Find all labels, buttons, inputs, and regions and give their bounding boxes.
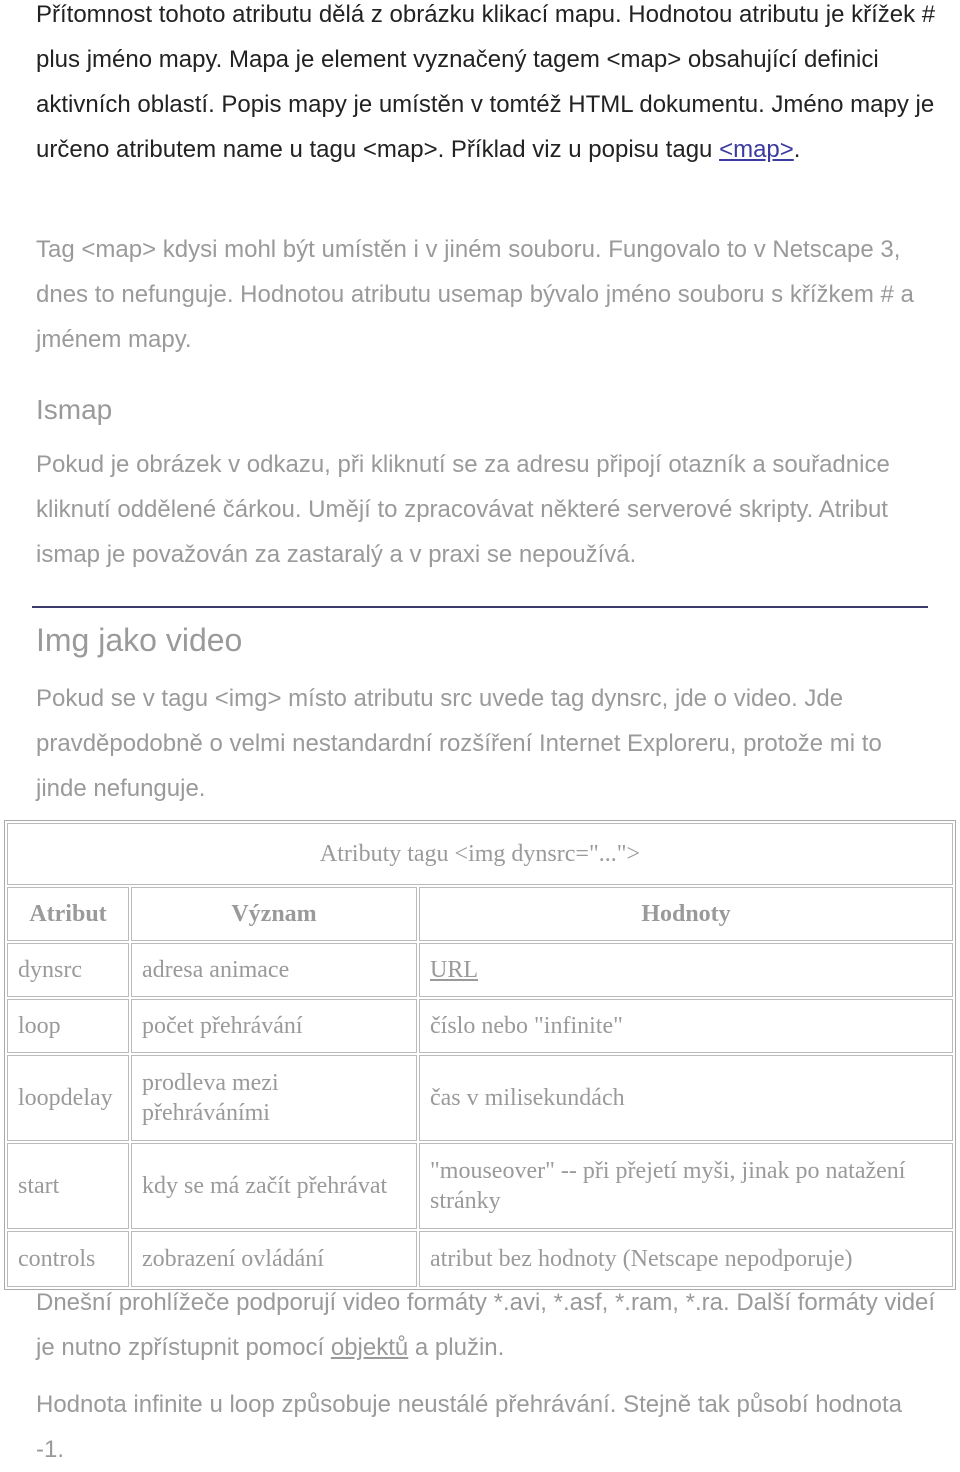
map-tag-link[interactable]: <map> [719,136,794,163]
header-meaning: Význam [131,887,417,941]
objects-link[interactable]: objektů [330,1334,409,1361]
cell-values: číslo nebo "infinite" [419,999,953,1053]
cell-attribute: loop [7,999,129,1053]
cell-attribute: loopdelay [7,1055,129,1141]
intro-text: Přítomnost tohoto atributu dělá z obrázku klikací mapu. Hodnotou atributu je křížek # plus jméno mapy. Mapa je element vyznačený tagem <map> obsahující definici aktivních oblastí. Popis mapy je umístěn v tomtéž HTML dokumentu. Jméno mapy je určeno atributem name u tagu <map>. Příklad viz u popisu tagu [36,1,936,163]
table-caption: Atributy tagu <img dynsrc="..."> [7,823,953,885]
ismap-heading: Ismap [36,394,113,425]
cell-attribute: controls [7,1231,129,1287]
video-paragraph: Pokud se v tagu <img> místo atributu src uvede tag dynsrc, jde o video. Jde pravděpodobně o velmi nestandardní rozšíření Internet Exploreru, protože mi to jinde nefunguje. [36,685,882,802]
formats-paragraph [36,1280,936,1370]
formats-text: Dnešní prohlížeče podporují video formáty *.avi, *.asf, *.ram, *.ra. Další formáty videí je nutno zpřístupnit pomocí [36,1289,936,1361]
cell-values: "mouseover" -- při přejetí myši, jinak po natažení stránky [419,1143,953,1229]
cell-attribute: dynsrc [7,943,129,997]
map-note-paragraph: Tag <map> kdysi mohl být umístěn i v jiném souboru. Fungovalo to v Netscape 3, dnes to nefunguje. Hodnotou atributu usemap bývalo jméno souboru s křížkem # a jménem mapy. [36,236,914,353]
dynsrc-attributes-table [4,820,956,1290]
video-heading: Img jako video [36,622,243,658]
table-row [7,1143,953,1229]
cell-meaning: kdy se má začít přehrávat [131,1143,417,1229]
cell-values: atribut bez hodnoty (Netscape nepodporuje) [419,1231,953,1287]
infinite-note-paragraph: Hodnota infinite u loop způsobuje neustálé přehrávání. Stejně tak působí hodnota -1. [36,1391,902,1463]
cell-values: čas v milisekundách [419,1055,953,1141]
header-values: Hodnoty [419,887,953,941]
table-row [7,943,953,997]
table-row [7,1231,953,1287]
cell-values [419,943,953,997]
table-row [7,1055,953,1141]
formats-text-end: a plužin. [408,1334,505,1361]
cell-meaning: zobrazení ovládání [131,1231,417,1287]
ismap-paragraph: Pokud je obrázek v odkazu, při kliknutí se za adresu připojí otazník a souřadnice kliknutí oddělené čárkou. Umějí to zpracovávat některé serverové skripty. Atribut ismap je považován za zastaralý a v praxi se nepoužívá. [36,451,890,568]
url-link[interactable]: URL [430,956,478,983]
intro-paragraph [36,0,936,172]
cell-meaning: počet přehrávání [131,999,417,1053]
intro-text-end: . [793,136,801,163]
section-divider [32,606,928,608]
header-attribute: Atribut [7,887,129,941]
cell-meaning: adresa animace [131,943,417,997]
table-row [7,999,953,1053]
cell-attribute: start [7,1143,129,1229]
cell-meaning: prodleva mezi přehráváními [131,1055,417,1141]
